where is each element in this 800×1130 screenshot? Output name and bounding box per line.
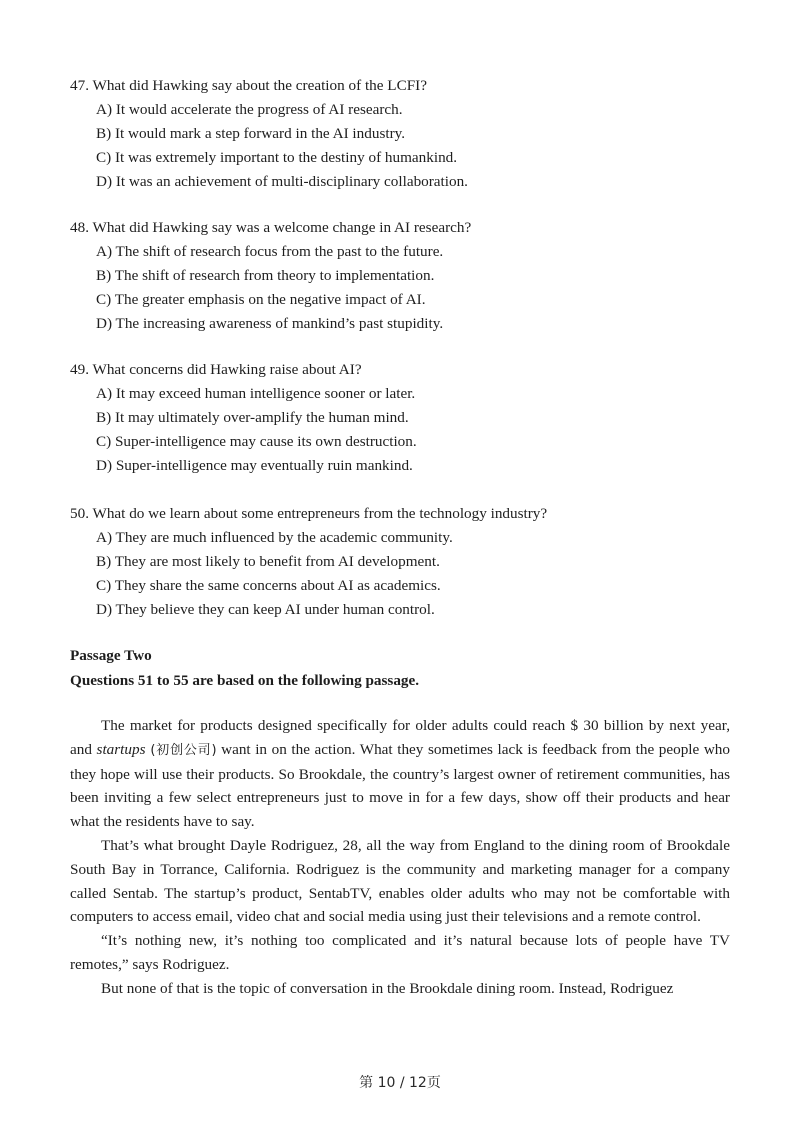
option-b: B) It would mark a step forward in the AI industry. bbox=[96, 125, 406, 142]
option-d: D) Super-intelligence may eventually ruin mankind. bbox=[96, 457, 413, 474]
paragraph-3: “It’s nothing new, it’s nothing too complicated and it’s natural because lots of people have TV remotes,” says Rodriguez. bbox=[70, 932, 730, 973]
paragraph-1 bbox=[70, 714, 730, 834]
paragraph-4: But none of that is the topic of conversation in the Brookdale dining room. Instead, Rodriguez bbox=[101, 979, 674, 997]
paragraph-1-text-b: want in on the action. What they sometimes lack is feedback from the people who they hope will use their products. So Brookdale, the country’s largest owner of retirement communities, has been inviting a few select entrepreneurs just to move in for a few days, show off their products and hear what the residents have to say. bbox=[70, 740, 730, 831]
question-stem: 49. What concerns did Hawking raise about AI? bbox=[70, 361, 362, 378]
passage-instruction: Questions 51 to 55 are based on the following passage. bbox=[70, 672, 420, 689]
passage-title: Passage Two bbox=[70, 647, 152, 664]
option-a: A) It would accelerate the progress of AI research. bbox=[96, 101, 403, 118]
page-number: 第 10 / 12页 bbox=[359, 1075, 441, 1091]
option-b: B) They are most likely to benefit from AI development. bbox=[96, 553, 440, 570]
option-a: A) It may exceed human intelligence sooner or later. bbox=[96, 385, 416, 402]
chinese-gloss: (初创公司) bbox=[145, 742, 217, 758]
option-a: A) The shift of research focus from the past to the future. bbox=[96, 243, 444, 260]
option-c: C) The greater emphasis on the negative impact of AI. bbox=[96, 291, 426, 308]
paragraph-2: That’s what brought Dayle Rodriguez, 28, all the way from England to the dining room of Brookdale South Bay in Torrance, California. Rodriguez is the community and marketing manager for a company called Sentab. The startup’s product, SentabTV, enables older adults who may not be comfortable with computers to access email, video chat and social media using just their televisions and a remote control. bbox=[70, 836, 730, 926]
question-stem: 48. What did Hawking say was a welcome change in AI research? bbox=[70, 219, 472, 236]
question-49 bbox=[70, 358, 750, 478]
question-stem: 47. What did Hawking say about the creation of the LCFI? bbox=[70, 77, 427, 94]
question-48 bbox=[70, 216, 750, 336]
option-d: D) They believe they can keep AI under human control. bbox=[96, 601, 435, 618]
option-c: C) They share the same concerns about AI as academics. bbox=[96, 577, 441, 594]
option-b: B) The shift of research from theory to implementation. bbox=[96, 267, 435, 284]
italic-term-startups: startups bbox=[96, 740, 146, 758]
passage-body bbox=[70, 714, 730, 1001]
option-d: D) It was an achievement of multi-disciplinary collaboration. bbox=[96, 173, 468, 190]
question-50 bbox=[70, 502, 750, 622]
option-c: C) Super-intelligence may cause its own destruction. bbox=[96, 433, 417, 450]
option-c: C) It was extremely important to the destiny of humankind. bbox=[96, 149, 458, 166]
question-47 bbox=[70, 74, 750, 194]
question-stem: 50. What do we learn about some entrepreneurs from the technology industry? bbox=[70, 505, 548, 522]
option-a: A) They are much influenced by the academic community. bbox=[96, 529, 453, 546]
option-b: B) It may ultimately over-amplify the human mind. bbox=[96, 409, 409, 426]
option-d: D) The increasing awareness of mankind’s past stupidity. bbox=[96, 315, 444, 332]
paragraph-1-text-a: The market for products designed specifically for older adults could reach $ 30 billion by next year, and bbox=[70, 717, 730, 758]
